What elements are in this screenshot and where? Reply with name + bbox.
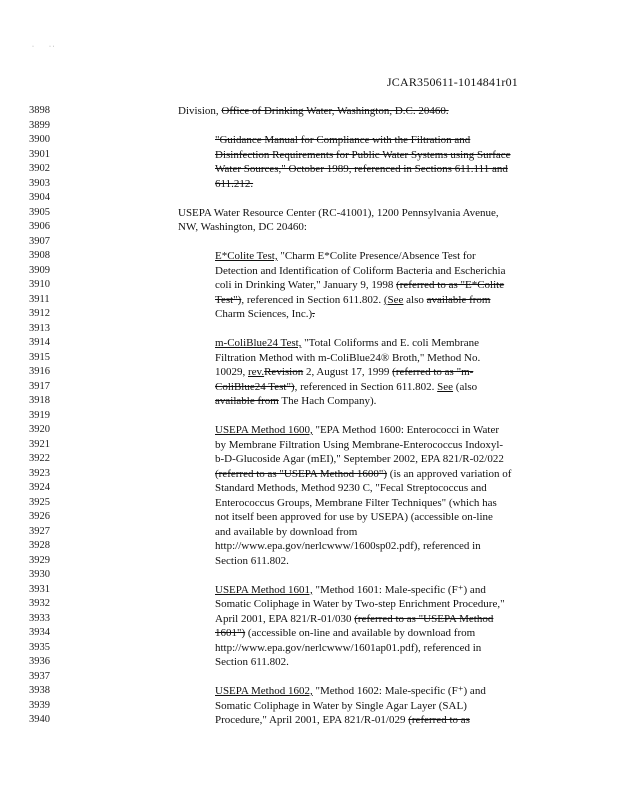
text-line [215, 626, 475, 640]
text-segment: NW, Washington, DC 20460: [178, 221, 307, 233]
line-number: 3908 [29, 250, 50, 261]
line-number: 3929 [29, 554, 50, 566]
text-line [215, 177, 253, 191]
line-number: 3907 [29, 235, 50, 247]
line-number: 3905 [29, 206, 50, 218]
text-line [215, 394, 376, 408]
text-segment: The Hach Company). [278, 395, 377, 407]
text-segment: "Charm E*Colite Presence/Absence Test for [277, 250, 476, 262]
line-number: 3914 [29, 337, 50, 348]
line-number: 3940 [29, 714, 50, 725]
line-number: 3899 [29, 119, 50, 131]
struck-text: available from [215, 395, 279, 407]
struck-text: . [312, 308, 315, 320]
line-number: 3935 [29, 641, 50, 653]
text-segment: and available by download from [215, 525, 358, 538]
line-number: 3902 [29, 163, 50, 174]
line-number: 3928 [29, 540, 50, 551]
text-line [215, 293, 491, 307]
text-line [215, 583, 486, 597]
text-line [215, 336, 479, 350]
line-number: 3918 [29, 395, 50, 406]
text-segment: (accessible on-line and available by download from [245, 627, 476, 639]
line-number: 3923 [29, 467, 50, 479]
inserted-text: rev. [248, 366, 265, 378]
text-segment: Enterococcus Groups, Membrane Filter Techniques" (which has [215, 496, 497, 509]
inserted-text: USEPA Method 1602, [215, 685, 313, 697]
line-number: 3911 [29, 293, 50, 305]
line-number: 3912 [29, 308, 50, 319]
text-line [215, 467, 511, 481]
text-segment: (also [453, 380, 478, 393]
text-segment: April 2001, EPA 821/R-01/030 [215, 612, 355, 625]
text-line [178, 104, 449, 118]
inserted-text: See [437, 380, 454, 393]
struck-text: 1601") [215, 627, 246, 639]
text-line [178, 220, 307, 234]
line-number: 3916 [29, 366, 50, 377]
line-number: 3900 [29, 134, 50, 145]
text-segment: 2, August 17, 1999 [303, 366, 393, 378]
struck-text: (referred to as "E*Colite [396, 279, 505, 291]
line-number: 3901 [29, 148, 50, 160]
text-line [215, 249, 476, 263]
line-number: 3904 [29, 192, 50, 203]
line-number: 3913 [29, 322, 50, 334]
struck-text: Water Sources," October 1989, referenced in Sections 611.111 and [215, 163, 508, 175]
text-line [215, 641, 481, 655]
line-number: 3934 [29, 627, 50, 638]
struck-text: (referred to as "USEPA Method 1600") [215, 467, 388, 480]
line-number: 3933 [29, 612, 50, 624]
line-number: 3926 [29, 511, 50, 522]
text-segment: Section 611.802. [215, 656, 289, 668]
text-segment: , referenced in Section 611.802. [294, 380, 438, 393]
line-number: 3919 [29, 409, 50, 421]
text-segment: Somatic Coliphage in Water by Single Agar Layer (SAL) [215, 699, 467, 712]
line-number: 3925 [29, 496, 50, 508]
struck-text: (referred to as "m- [392, 366, 474, 378]
text-line [215, 452, 504, 466]
text-segment: b-D-Glucoside Agar (mEI)," September 2002, EPA 821/R-02/022 [215, 453, 504, 465]
text-segment: coli in Drinking Water," January 9, 1998 [215, 279, 397, 291]
line-number: 3927 [29, 525, 50, 537]
text-line [215, 525, 357, 539]
line-number: 3932 [29, 598, 50, 609]
text-line [215, 278, 504, 292]
line-number: 3910 [29, 279, 50, 290]
line-number: 3938 [29, 685, 50, 696]
scan-specks: · · · [32, 44, 55, 50]
text-segment: "Method 1602: Male-specific (F⁺) and [312, 685, 486, 697]
text-segment: Filtration Method with m-ColiBlue24® Broth," Method No. [215, 351, 481, 364]
text-segment: , referenced in Section 611.802. [241, 293, 384, 306]
line-number: 3931 [29, 583, 50, 595]
struck-text: ColiBlue24 Test") [215, 380, 295, 393]
text-segment: "Method 1601: Male-specific (F⁺) and [312, 583, 486, 596]
text-line [215, 612, 493, 626]
line-number: 3936 [29, 656, 50, 667]
text-segment: (is an approved variation of [387, 467, 512, 480]
text-segment: "Total Coliforms and E. coli Membrane [301, 337, 479, 349]
text-line [215, 264, 505, 278]
struck-text: (referred to as "USEPA Method [354, 612, 494, 625]
line-number: 3903 [29, 177, 50, 189]
text-line [215, 496, 497, 510]
text-line [215, 365, 473, 379]
text-segment: also [403, 293, 427, 306]
text-line [215, 655, 289, 669]
inserted-text: E*Colite Test, [215, 250, 278, 262]
line-number: 3898 [29, 105, 50, 116]
text-segment: Section 611.802. [215, 554, 289, 567]
text-line [215, 380, 477, 394]
line-number: 3937 [29, 670, 50, 682]
line-number: 3924 [29, 482, 50, 493]
text-line [215, 554, 289, 568]
text-segment: not itself been approved for use by USEPA) (accessible on-line [215, 511, 493, 523]
text-segment: Division, [178, 105, 222, 117]
line-number: 3906 [29, 221, 50, 232]
text-line [215, 162, 508, 176]
text-line [215, 423, 499, 437]
line-number: 3915 [29, 351, 50, 363]
line-number: 3920 [29, 424, 50, 435]
text-line [215, 684, 486, 698]
text-segment: 10029, [215, 366, 248, 378]
document-id: JCAR350611-1014841r01 [386, 75, 518, 89]
text-segment: "EPA Method 1600: Enterococci in Water [312, 424, 499, 436]
struck-text: "Guidance Manual for Compliance with the Filtration and [215, 134, 471, 146]
text-line [215, 481, 487, 495]
text-segment: Procedure," April 2001, EPA 821/R-01/029 [215, 714, 409, 726]
text-line [215, 351, 480, 365]
text-segment: USEPA Water Resource Center (RC-41001), 1200 Pennsylvania Avenue, [178, 206, 499, 219]
text-line [215, 510, 493, 524]
struck-text: (referred to as [408, 714, 470, 726]
text-segment: Somatic Coliphage in Water by Two-step Enrichment Procedure," [215, 598, 505, 610]
struck-text: available from [426, 293, 491, 306]
text-line [215, 148, 511, 162]
struck-text: 611.212. [215, 177, 254, 190]
text-segment: Charm Sciences, Inc.) [215, 308, 313, 320]
inserted-text: (See [383, 293, 404, 306]
struck-text: Disinfection Requirements for Public Water Systems using Surface [215, 148, 511, 161]
text-segment: Detection and Identification of Coliform Bacteria and Escherichia [215, 264, 506, 277]
line-number: 3921 [29, 438, 50, 450]
line-number: 3930 [29, 569, 50, 580]
text-line [215, 539, 481, 553]
text-segment: by Membrane Filtration Using Membrane-Enterococcus Indoxyl- [215, 438, 504, 451]
line-number: 3922 [29, 453, 50, 464]
inserted-text: USEPA Method 1600, [215, 424, 313, 436]
text-line [178, 206, 499, 220]
struck-text: Revision [264, 366, 304, 378]
text-line [215, 597, 505, 611]
line-number: 3939 [29, 699, 50, 711]
inserted-text: m-ColiBlue24 Test, [215, 337, 302, 349]
inserted-text: USEPA Method 1601, [215, 583, 313, 596]
line-number: 3917 [29, 380, 50, 392]
text-segment: Standard Methods, Method 9230 C, "Fecal Streptococcus and [215, 482, 487, 494]
text-line [215, 133, 470, 147]
struck-text: Office of Drinking Water, Washington, D.C. 20460. [221, 105, 449, 117]
struck-text: Test") [215, 293, 242, 306]
text-line [215, 713, 470, 727]
text-line [215, 438, 503, 452]
text-line [215, 307, 315, 321]
text-segment: http://www.epa.gov/nerlcwww/1601ap01.pdf), referenced in [215, 641, 482, 654]
text-segment: http://www.epa.gov/nerlcwww/1600sp02.pdf), referenced in [215, 540, 481, 552]
line-number: 3909 [29, 264, 50, 276]
text-line [215, 699, 467, 713]
